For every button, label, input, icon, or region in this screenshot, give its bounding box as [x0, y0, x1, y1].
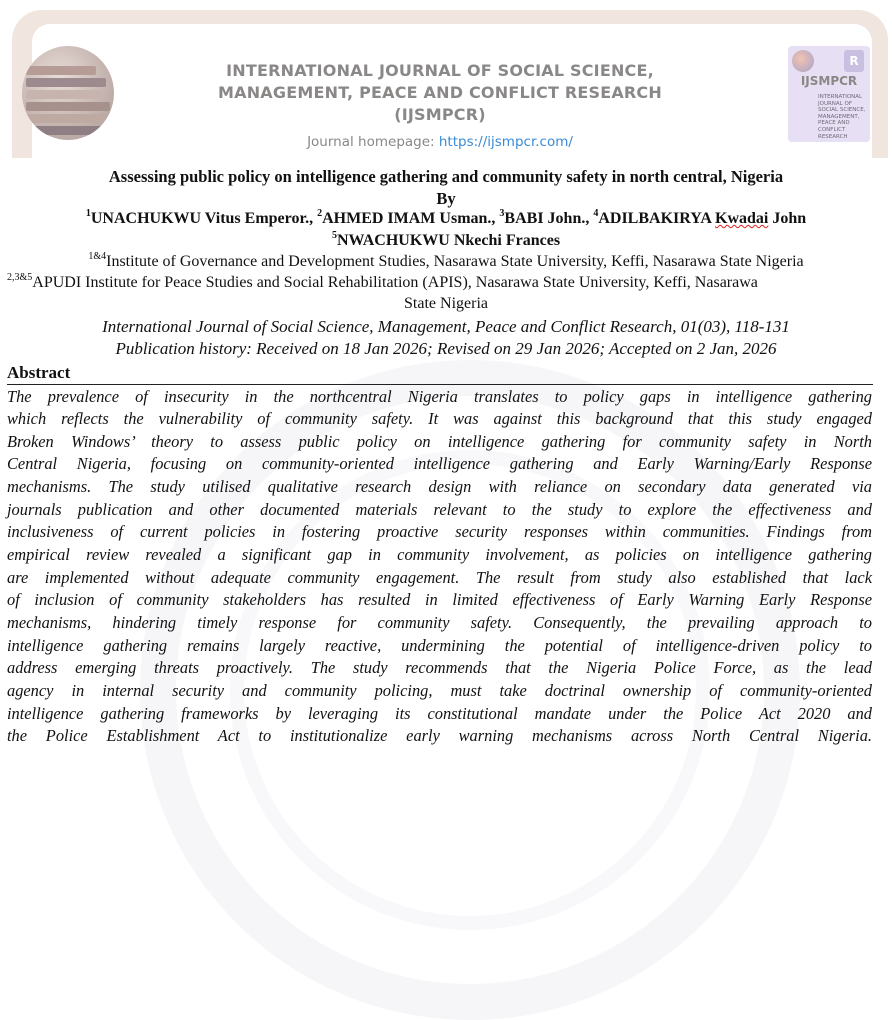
homepage-label: Journal homepage:	[307, 134, 439, 150]
author-sup: 1	[85, 207, 91, 219]
author-sup: 2	[317, 207, 323, 219]
abstract-line: address emerging threats proactively. The study recommends that the Nigeria Police Force, as the lead	[7, 658, 872, 677]
abstract-line: of inclusion of community stakeholders has resulted in limited effectiveness of Early Warning Early Response	[7, 590, 872, 609]
by-line: By	[436, 189, 456, 208]
publication-history: Publication history: Received on 18 Jan 2026; Revised on 29 Jan 2026; Accepted on 2 Jan, 2026	[115, 339, 777, 358]
logo-mark-icon: R	[844, 50, 864, 72]
affiliation-2	[7, 271, 758, 292]
abstract-line: journals publication and other documented materials relevant to the study to explore the effectiveness and	[7, 500, 872, 519]
affiliation-text: Institute of Governance and Development Studies, Nasarawa State University, Keffi, Nasarawa State Nigeria	[106, 253, 804, 270]
abstract-line: intelligence gathering remains largely reactive, undermining the potential of intelligence-driven policy to	[7, 636, 872, 655]
author-name: John	[768, 210, 807, 227]
abstract-heading: Abstract	[7, 363, 873, 385]
abstract-line: The prevalence of insecurity in the northcentral Nigeria translates to policy gaps in intelligence gathering	[7, 387, 872, 406]
globe-icon	[792, 50, 814, 72]
author-sup: 4	[593, 207, 599, 219]
author-sup: 3	[499, 207, 505, 219]
abstract-line: intelligence gathering frameworks by leveraging its constitutional mandate under the Police Act 2020 and	[7, 704, 872, 723]
affiliation-2-continued: State Nigeria	[404, 295, 488, 312]
logo-abbreviation: IJSMPCR	[800, 74, 858, 88]
affiliation-sup: 1&4	[88, 250, 107, 262]
abstract-line: Broken Windows’ theory to assess public policy on intelligence gathering for community safety in North	[7, 432, 872, 451]
affiliation-1	[0, 250, 892, 271]
journal-title	[160, 60, 720, 126]
abstract-line: mechanisms. The study utilised qualitative research design with reliance on secondary data generated via	[7, 477, 872, 496]
author-list	[0, 207, 892, 228]
author-name: AHMED IMAM Usman.,	[322, 210, 500, 227]
author-sup: 5	[331, 229, 337, 241]
abstract-line: which reflects the vulnerability of community safety. It was against this background that this study engaged	[7, 409, 872, 428]
author-name-flagged: Kwadai	[715, 210, 769, 227]
journal-title-line-3: (IJSMPCR)	[394, 105, 486, 124]
author-name: UNACHUKWU Vitus Emperor.,	[90, 210, 318, 227]
books-image-icon	[22, 46, 114, 140]
affiliation-text: APUDI Institute for Peace Studies and Social Rehabilitation (APIS), Nasarawa State University, Keffi, Nasarawa	[32, 274, 758, 291]
journal-homepage	[160, 134, 720, 150]
citation: International Journal of Social Science, Management, Peace and Conflict Research, 01(03), 118-131	[102, 317, 790, 336]
author-name: ADILBAKIRYA	[598, 210, 715, 227]
abstract-line: are implemented without adequate community engagement. The result from study also established that lack	[7, 568, 872, 587]
abstract-line: agency in internal security and community policing, must take doctrinal ownership of community-oriented	[7, 681, 872, 700]
abstract-line: empirical review revealed a significant gap in community involvement, as policies on intelligence gathering	[7, 545, 872, 564]
journal-title-line-1: INTERNATIONAL JOURNAL OF SOCIAL SCIENCE,	[226, 61, 654, 80]
author-name: BABI John.,	[504, 210, 594, 227]
abstract-line: inclusiveness of current policies in fostering proactive security responses within communities. Findings from	[7, 522, 872, 541]
abstract-line: mechanisms, hindering timely response for community safety. Consequently, the prevailing approach to	[7, 613, 872, 632]
abstract-line: the Police Establishment Act to institutionalize early warning mechanisms across North Central Nigeria.	[7, 726, 872, 745]
affiliation-sup: 2,3&5	[7, 271, 33, 283]
journal-logo	[788, 46, 870, 142]
article-title: Assessing public policy on intelligence gathering and community safety in north central, Nigeria	[108, 167, 784, 186]
abstract-line: Central Nigeria, focusing on community-oriented intelligence gathering and Early Warning/Early Response	[7, 454, 872, 473]
homepage-link[interactable]: https://ijsmpcr.com/	[438, 134, 573, 150]
journal-title-line-2: MANAGEMENT, PEACE AND CONFLICT RESEARCH	[218, 83, 662, 102]
logo-subtitle: INTERNATIONAL JOURNAL OF SOCIAL SCIENCE, MANAGEMENT, PEACE AND CONFLICT RESEARCH	[818, 94, 866, 140]
author-name: NWACHUKWU Nkechi Frances	[336, 232, 561, 249]
author-5	[0, 229, 892, 250]
